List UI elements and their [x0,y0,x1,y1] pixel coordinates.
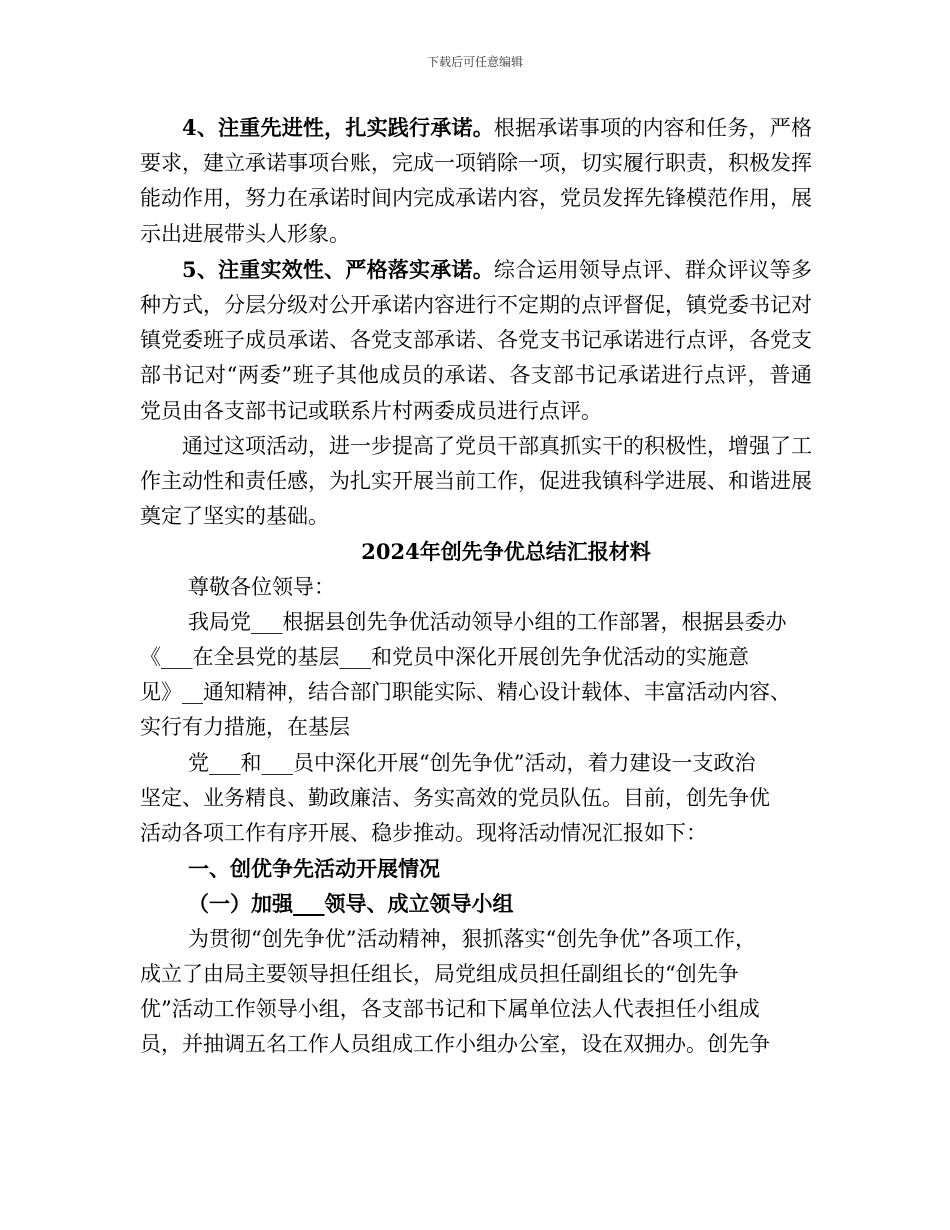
section-heading: 一、创优争先活动开展情况 [188,856,440,882]
document-page [140,110,812,1062]
body-line: 成立了由局主要领导担任组长，局党组成员担任副组长的“创先争 [140,961,739,986]
paragraph-5-heading: 5、注重实效性、严格落实承诺。 [182,256,494,282]
body-line: 为贯彻“创先争优”活动精神，狠抓落实“创先争优”各项工作， [188,926,756,951]
body-line: 坚定、业务精良、勤政廉洁、务实高效的党员队伍。目前，创先争优 [140,785,770,810]
body-line: 活动各项工作有序开展、稳步推动。现将活动情况汇报如下： [140,821,707,846]
paragraph-4 [140,110,812,252]
intro-line: 我局党___根据县创先争优活动领导小组的工作部署，根据县委办 [188,609,787,634]
paragraph-4-body: 根据承诺事项的内容和任务，严格要求，建立承诺事项台账，完成一项销除一项，切实履行职责，积极发挥能动作用，努力在承诺时间内完成承诺内容，党员发挥先锋模范作用，展示出进展带头人形象。 [140,116,812,246]
body-line: 党___和___员中深化开展“创先争优”活动，着力建设一支政治 [188,750,756,775]
intro-line: 《___在全县党的基层___和党员中深化开展创先争优活动的实施意 [140,645,749,670]
paragraph-5-body: 综合运用领导点评、群众评议等多种方式，分层分级对公开承诺内容进行不定期的点评督促，镇党委书记对镇党委班子成员承诺、各党支部承诺、各党支书记承诺进行点评，各党支部书记对“两委”班子其他成员的承诺、各支部书记承诺进行点评，普通党员由各支部书记或联系片村两委成员进行点评。 [140,257,812,423]
subsection-heading: （一）加强___领导、成立领导小组 [188,891,514,917]
intro-line: 实行有力措施，在基层 [140,715,350,740]
paragraph-4-heading: 4、注重先进性，扎实践行承诺。 [182,115,494,140]
document-title: 2024年创先争优总结汇报材料 [361,539,651,565]
intro-line: 见》__通知精神，结合部门职能实际、精心设计载体、丰富活动内容、 [140,680,791,705]
body-line: 优”活动工作领导小组，各支部书记和下属单位法人代表担任小组成 [140,997,760,1022]
salutation: 尊敬各位领导： [188,574,335,599]
paragraph-conclusion: 通过这项活动，进一步提高了党员干部真抓实干的积极性，增强了工作主动性和责任感，为扎实开展当前工作，促进我镇科学进展、和谐进展奠定了坚实的基础。 [140,433,812,529]
body-line: 员，并抽调五名工作人员组成工作小组办公室，设在双拥办。创先争 [140,1032,770,1057]
paragraph-5 [140,252,812,429]
page-header-note: 下载后可任意编辑 [426,55,523,69]
